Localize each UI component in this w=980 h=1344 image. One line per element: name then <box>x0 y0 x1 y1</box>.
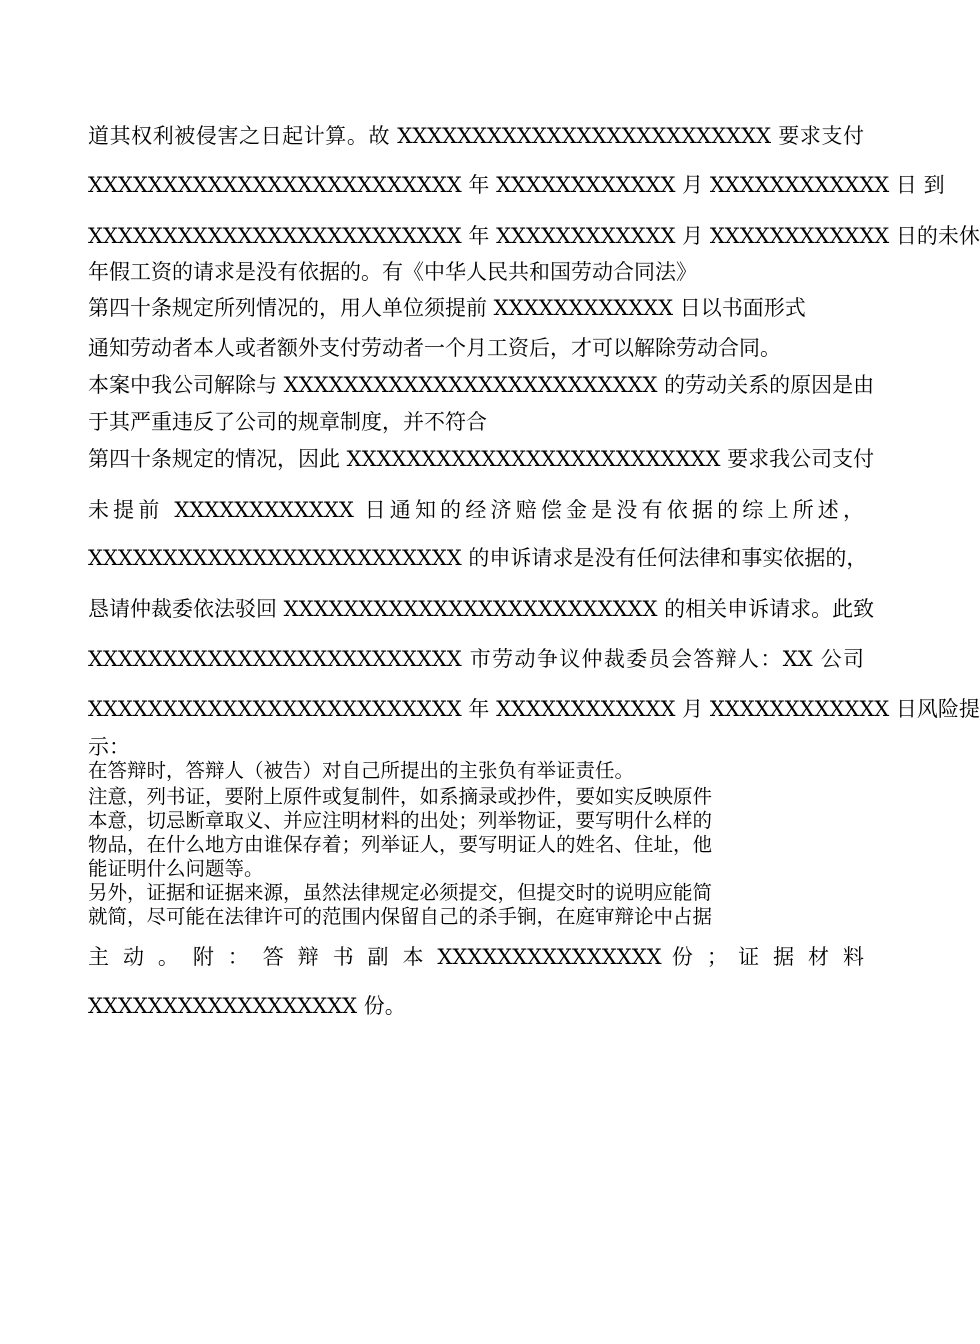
text-line: 恳请仲裁委依法驳回 XXXXXXXXXXXXXXXXXXXXXXXXX 的相关申诉请求。此致 <box>88 597 875 621</box>
text-line: 本意，切忌断章取义、并应注明材料的出处；列举物证，要写明什么样的 <box>88 809 713 832</box>
text-line: 另外，证据和证据来源，虽然法律规定必须提交，但提交时的说明应能简 <box>88 881 713 904</box>
text-line: 通知劳动者本人或者额外支付劳动者一个月工资后，才可以解除劳动合同。 <box>88 336 781 360</box>
text-line: XXXXXXXXXXXXXXXXXXXXXXXXX 年 XXXXXXXXXXXX 月 XXXXXXXXXXXX 日的未休 <box>88 224 980 248</box>
text-line: 能证明什么问题等。 <box>88 857 264 880</box>
text-line: 年假工资的请求是没有依据的。有《中华人民共和国劳动合同法》 <box>88 260 697 284</box>
text-line: 本案中我公司解除与 XXXXXXXXXXXXXXXXXXXXXXXXX 的劳动关系的原因是由 <box>88 373 875 397</box>
text-line: 第四十条规定的情况，因此 XXXXXXXXXXXXXXXXXXXXXXXXX 要求我公司支付 <box>88 447 875 471</box>
text-line: 物品，在什么地方由谁保存着；列举证人，要写明证人的姓名、住址，他 <box>88 833 713 856</box>
text-line: 注意，列书证，要附上原件或复制件，如系摘录或抄件，要如实反映原件 <box>88 785 713 808</box>
text-line: 第四十条规定所列情况的，用人单位须提前 XXXXXXXXXXXX 日以书面形式 <box>88 296 806 320</box>
text-line: XXXXXXXXXXXXXXXXXXXXXXXXX 年 XXXXXXXXXXXX 月 XXXXXXXXXXXX 日风险提 <box>88 697 980 721</box>
text-line: 示： <box>88 735 130 759</box>
text-line: XXXXXXXXXXXXXXXXXX 份。 <box>88 994 406 1018</box>
text-line: 就简，尽可能在法律许可的范围内保留自己的杀手锏，在庭审辩论中占据 <box>88 905 713 928</box>
text-line: 主 动 。 附 ： 答 辩 书 副 本 XXXXXXXXXXXXXXX 份 ； 证 据 材 料 <box>88 945 864 969</box>
text-line: 在答辩时，答辩人（被告）对自己所提出的主张负有举证责任。 <box>88 759 635 782</box>
text-line: 于其严重违反了公司的规章制度，并不符合 <box>88 410 487 434</box>
text-line: 未提前 XXXXXXXXXXXX 日通知的经济赔偿金是没有依据的综上所述， <box>88 498 864 522</box>
text-line: XXXXXXXXXXXXXXXXXXXXXXXXX 年 XXXXXXXXXXXX 月 XXXXXXXXXXXX 日 到 <box>88 173 945 197</box>
text-line: 道其权利被侵害之日起计算。故 XXXXXXXXXXXXXXXXXXXXXXXXX 要求支付 <box>88 124 864 148</box>
text-line: XXXXXXXXXXXXXXXXXXXXXXXXX 市劳动争议仲裁委员会答辩人：XX 公司 <box>88 647 864 671</box>
text-line: XXXXXXXXXXXXXXXXXXXXXXXXX 的申诉请求是没有任何法律和事实依据的， <box>88 546 868 570</box>
